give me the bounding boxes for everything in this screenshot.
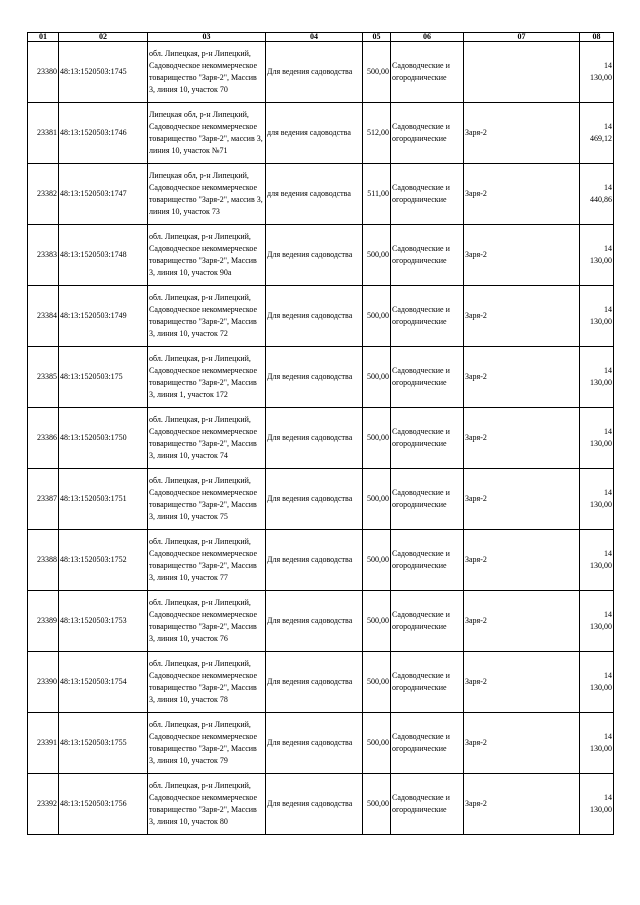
table-row — [28, 225, 614, 286]
land-category-cell: Садоводческие и огороднические — [391, 225, 464, 286]
address-cell: обл. Липецкая, р-н Липецкий, Садоводческое некоммерческое товарищество "Заря-2", Массив 3, линия 10, участок 76 — [148, 591, 266, 652]
row-number-cell: 23391 — [28, 713, 59, 774]
permitted-use-cell: Для ведения садоводства — [266, 652, 363, 713]
permitted-use-cell: Для ведения садоводства — [266, 774, 363, 835]
cadastral-number-cell: 48:13:1520503:1746 — [59, 103, 148, 164]
cadastral-number-cell: 48:13:1520503:1749 — [59, 286, 148, 347]
row-number-cell: 23381 — [28, 103, 59, 164]
address-cell: обл. Липецкая, р-н Липецкий, Садоводческое некоммерческое товарищество "Заря-2", Массив 3, линия 10, участок 90а — [148, 225, 266, 286]
address-cell: обл. Липецкая, р-н Липецкий, Садоводческое некоммерческое товарищество "Заря-2", Массив 3, линия 10, участок 70 — [148, 42, 266, 103]
address-cell: обл. Липецкая, р-н Липецкий, Садоводческое некоммерческое товарищество "Заря-2", Массив 3, линия 10, участок 79 — [148, 713, 266, 774]
address-cell: обл. Липецкая, р-н Липецкий, Садоводческое некоммерческое товарищество "Заря-2", Массив 3, линия 10, участок 75 — [148, 469, 266, 530]
area-cell: 500,00 — [363, 591, 391, 652]
row-number-cell: 23385 — [28, 347, 59, 408]
header-col-03: 03 — [148, 33, 266, 42]
cadastral-number-cell: 48:13:1520503:175 — [59, 347, 148, 408]
permitted-use-cell: Для ведения садоводства — [266, 347, 363, 408]
area-cell: 500,00 — [363, 469, 391, 530]
locality-cell: Заря-2 — [464, 225, 580, 286]
cadastral-value-cell: 14 130,00 — [580, 530, 614, 591]
area-cell: 500,00 — [363, 713, 391, 774]
cadastral-number-cell: 48:13:1520503:1754 — [59, 652, 148, 713]
table-row — [28, 774, 614, 835]
table-row — [28, 713, 614, 774]
land-register-table — [27, 32, 614, 835]
land-category-cell: Садоводческие и огороднические — [391, 286, 464, 347]
locality-cell — [464, 42, 580, 103]
row-number-cell: 23380 — [28, 42, 59, 103]
land-category-cell: Садоводческие и огороднические — [391, 713, 464, 774]
cadastral-value-cell: 14 130,00 — [580, 469, 614, 530]
land-category-cell: Садоводческие и огороднические — [391, 408, 464, 469]
header-col-06: 06 — [391, 33, 464, 42]
address-cell: обл. Липецкая, р-н Липецкий, Садоводческое некоммерческое товарищество "Заря-2", Массив 3, линия 10, участок 77 — [148, 530, 266, 591]
permitted-use-cell: для ведения садоводства — [266, 103, 363, 164]
permitted-use-cell: Для ведения садоводства — [266, 286, 363, 347]
permitted-use-cell: Для ведения садоводства — [266, 42, 363, 103]
area-cell: 500,00 — [363, 652, 391, 713]
area-cell: 500,00 — [363, 225, 391, 286]
locality-cell: Заря-2 — [464, 713, 580, 774]
row-number-cell: 23386 — [28, 408, 59, 469]
cadastral-number-cell: 48:13:1520503:1747 — [59, 164, 148, 225]
header-col-07: 07 — [464, 33, 580, 42]
locality-cell: Заря-2 — [464, 591, 580, 652]
cadastral-value-cell: 14 469,12 — [580, 103, 614, 164]
header-col-04: 04 — [266, 33, 363, 42]
locality-cell: Заря-2 — [464, 286, 580, 347]
area-cell: 500,00 — [363, 774, 391, 835]
cadastral-number-cell: 48:13:1520503:1753 — [59, 591, 148, 652]
permitted-use-cell: Для ведения садоводства — [266, 225, 363, 286]
land-category-cell: Садоводческие и огороднические — [391, 469, 464, 530]
row-number-cell: 23392 — [28, 774, 59, 835]
table-row — [28, 347, 614, 408]
cadastral-number-cell: 48:13:1520503:1755 — [59, 713, 148, 774]
address-cell: обл. Липецкая, р-н Липецкий, Садоводческое некоммерческое товарищество "Заря-2", Массив 3, линия 10, участок 74 — [148, 408, 266, 469]
table-row — [28, 42, 614, 103]
table-row — [28, 286, 614, 347]
cadastral-value-cell: 14 440,86 — [580, 164, 614, 225]
address-cell: Липецкая обл, р-н Липецкий, Садоводческое некоммерческое товарищество "Заря-2", массив 3, линия 10, участок 73 — [148, 164, 266, 225]
cadastral-value-cell: 14 130,00 — [580, 42, 614, 103]
cadastral-value-cell: 14 130,00 — [580, 591, 614, 652]
area-cell: 512,00 — [363, 103, 391, 164]
address-cell: обл. Липецкая, р-н Липецкий, Садоводческое некоммерческое товарищество "Заря-2", Массив 3, линия 10, участок 78 — [148, 652, 266, 713]
area-cell: 500,00 — [363, 286, 391, 347]
cadastral-number-cell: 48:13:1520503:1750 — [59, 408, 148, 469]
land-category-cell: Садоводческие и огороднические — [391, 591, 464, 652]
area-cell: 511,00 — [363, 164, 391, 225]
address-cell: обл. Липецкая, р-н Липецкий, Садоводческое некоммерческое товарищество "Заря-2", Массив 3, линия 10, участок 80 — [148, 774, 266, 835]
area-cell: 500,00 — [363, 42, 391, 103]
locality-cell: Заря-2 — [464, 774, 580, 835]
row-number-cell: 23387 — [28, 469, 59, 530]
land-category-cell: Садоводческие и огороднические — [391, 774, 464, 835]
table-row — [28, 652, 614, 713]
address-cell: обл. Липецкая, р-н Липецкий, Садоводческое некоммерческое товарищество "Заря-2", Массив 3, линия 1, участок 172 — [148, 347, 266, 408]
address-cell: обл. Липецкая, р-н Липецкий, Садоводческое некоммерческое товарищество "Заря-2", Массив 3, линия 10, участок 72 — [148, 286, 266, 347]
cadastral-value-cell: 14 130,00 — [580, 652, 614, 713]
row-number-cell: 23389 — [28, 591, 59, 652]
area-cell: 500,00 — [363, 408, 391, 469]
header-row — [28, 33, 614, 42]
cadastral-value-cell: 14 130,00 — [580, 408, 614, 469]
locality-cell: Заря-2 — [464, 103, 580, 164]
cadastral-value-cell: 14 130,00 — [580, 225, 614, 286]
cadastral-number-cell: 48:13:1520503:1756 — [59, 774, 148, 835]
row-number-cell: 23388 — [28, 530, 59, 591]
table-row — [28, 408, 614, 469]
table-row — [28, 591, 614, 652]
table-row — [28, 469, 614, 530]
land-category-cell: Садоводческие и огороднические — [391, 347, 464, 408]
locality-cell: Заря-2 — [464, 652, 580, 713]
permitted-use-cell: Для ведения садоводства — [266, 408, 363, 469]
permitted-use-cell: Для ведения садоводства — [266, 713, 363, 774]
land-category-cell: Садоводческие и огороднические — [391, 652, 464, 713]
header-col-05: 05 — [363, 33, 391, 42]
permitted-use-cell: Для ведения садоводства — [266, 530, 363, 591]
table-row — [28, 164, 614, 225]
row-number-cell: 23383 — [28, 225, 59, 286]
header-col-01: 01 — [28, 33, 59, 42]
cadastral-number-cell: 48:13:1520503:1748 — [59, 225, 148, 286]
table-body — [28, 42, 614, 835]
permitted-use-cell: Для ведения садоводства — [266, 469, 363, 530]
land-category-cell: Садоводческие и огороднические — [391, 103, 464, 164]
land-category-cell: Садоводческие и огороднические — [391, 42, 464, 103]
area-cell: 500,00 — [363, 347, 391, 408]
locality-cell: Заря-2 — [464, 469, 580, 530]
locality-cell: Заря-2 — [464, 408, 580, 469]
header-col-02: 02 — [59, 33, 148, 42]
locality-cell: Заря-2 — [464, 347, 580, 408]
table-row — [28, 103, 614, 164]
cadastral-value-cell: 14 130,00 — [580, 347, 614, 408]
permitted-use-cell: для ведения садоводства — [266, 164, 363, 225]
table-row — [28, 530, 614, 591]
row-number-cell: 23382 — [28, 164, 59, 225]
cadastral-number-cell: 48:13:1520503:1751 — [59, 469, 148, 530]
cadastral-value-cell: 14 130,00 — [580, 286, 614, 347]
land-category-cell: Садоводческие и огороднические — [391, 530, 464, 591]
area-cell: 500,00 — [363, 530, 391, 591]
cadastral-value-cell: 14 130,00 — [580, 713, 614, 774]
cadastral-number-cell: 48:13:1520503:1752 — [59, 530, 148, 591]
header-col-08: 08 — [580, 33, 614, 42]
locality-cell: Заря-2 — [464, 530, 580, 591]
cadastral-value-cell: 14 130,00 — [580, 774, 614, 835]
address-cell: Липецкая обл, р-н Липецкий, Садоводческое некоммерческое товарищество "Заря-2", массив 3, линия 10, участок №71 — [148, 103, 266, 164]
permitted-use-cell: Для ведения садоводства — [266, 591, 363, 652]
locality-cell: Заря-2 — [464, 164, 580, 225]
row-number-cell: 23390 — [28, 652, 59, 713]
cadastral-number-cell: 48:13:1520503:1745 — [59, 42, 148, 103]
land-category-cell: Садоводческие и огороднические — [391, 164, 464, 225]
row-number-cell: 23384 — [28, 286, 59, 347]
